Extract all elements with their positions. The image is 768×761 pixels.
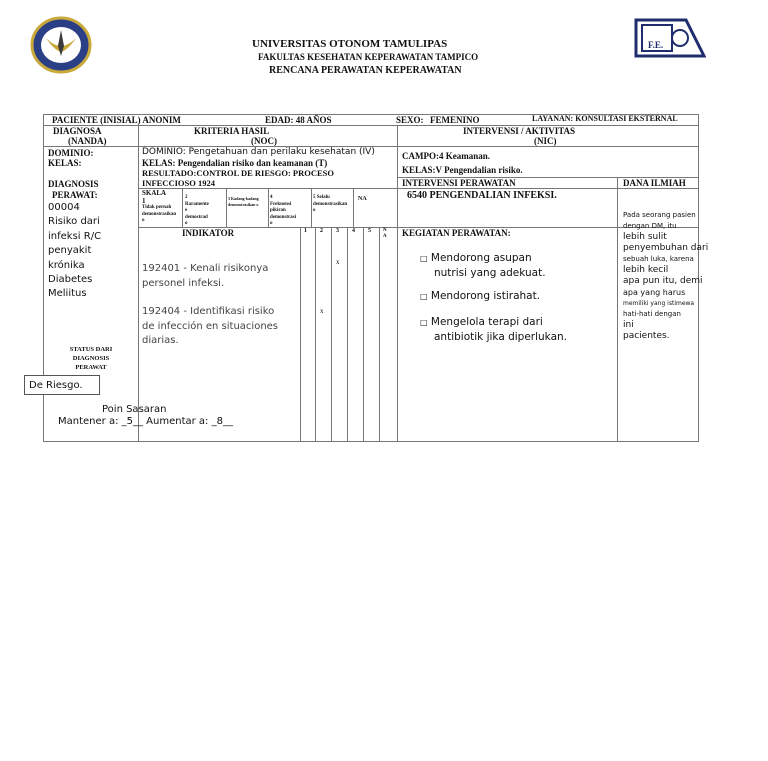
nic-intervention-value: 6540 PENGENDALIAN INFEKSI. [407, 190, 557, 201]
indicator-2-score-mark: x [320, 307, 324, 315]
table-bottom-border [43, 441, 699, 442]
noc-class: KELAS: Pengendalian risiko dan keamanan (T) [142, 158, 328, 168]
col-line-noc [397, 125, 398, 442]
scale-2-line: e [185, 208, 188, 213]
nanda-line: Meliitus [48, 288, 87, 300]
status-line-3: PERAWAT [75, 364, 107, 371]
nanda-header-2: (NANDA) [68, 136, 107, 146]
scale-4-line: Frekuensi [270, 201, 292, 207]
nic-class: KELAS:V Pengendalian risiko. [402, 165, 523, 175]
scale-2 [185, 195, 209, 228]
noc-result-2: INFECCIOSO 1924 [142, 178, 215, 188]
target-values: Mantener a: _5__ Aumentar a: _8__ [58, 416, 233, 427]
nanda-line: Diabetes [48, 274, 93, 286]
patient-sex-value: FEMENINO [430, 115, 480, 125]
patient-age: EDAD: 48 AÑOS [265, 115, 332, 125]
score-col-line-1 [300, 227, 301, 442]
indicator-1-score-mark: x [336, 258, 340, 266]
nanda-line: Risiko dari [48, 216, 100, 228]
scale-divider-4 [311, 188, 312, 228]
rationale-line: ini [623, 320, 634, 330]
row-line-1 [43, 125, 699, 126]
status-line-1: STATUS DARI [69, 346, 113, 353]
rationale-line: hati-hati dengan [623, 310, 681, 318]
noc-domain: DOMINIO: Pengetahuan dan perilaku kesehatan (IV) [142, 147, 375, 157]
indicator-2-line: diarias. [142, 335, 179, 346]
rationale-line: penyembuhan dari [623, 243, 709, 253]
university-seal-logo [30, 16, 92, 74]
scale-4-line: 4 [270, 195, 273, 200]
scale-title: SKALA [142, 189, 167, 197]
scale-2-line: 2 [185, 195, 188, 200]
rationale-line: pacientes. [623, 331, 670, 341]
indicator-2 [142, 305, 278, 349]
noc-result-1: RESULTADO:CONTROL DE RIESGO: PROCESO [142, 168, 334, 178]
rationale-line: memiliki yang istimewa [623, 300, 695, 307]
status-line-2: DIAGNOSIS [72, 355, 110, 362]
indicator-1 [142, 262, 268, 291]
nanda-diagnosis-text [48, 201, 101, 302]
rationale-line: sebuah luka, karena [623, 255, 694, 263]
activity-1-text-cont: nutrisi yang adekuat. [434, 267, 546, 279]
activity-3-text-cont: antibiotik jika diperlukan. [434, 331, 568, 343]
indicator-1-line: 192401 - Kenali risikonya [142, 263, 269, 274]
patient-initials: PACIENTE (INISIAL) ANONIM [52, 115, 181, 125]
scale-2-line: o [185, 221, 188, 226]
scale-divider-5 [353, 188, 354, 228]
score-col-line-4 [347, 227, 348, 442]
scale-4 [270, 195, 296, 228]
nanda-header-1: DIAGNOSA [53, 126, 102, 136]
score-header-1: 1 [304, 228, 307, 234]
scale-1-line: demonstrasikan [142, 211, 177, 217]
rationale-line: apa pun itu, demi [623, 276, 703, 286]
scale-3: 3 Kadang-kadang demonstrasikan o [228, 196, 259, 207]
document-title: RENCANA PERAWATAN KEPERAWATAN [269, 65, 462, 76]
scale-divider-2 [226, 188, 227, 228]
activity-3-text: Mengelola terapi dari [430, 316, 543, 328]
rationale-label: DANA ILMIAH [623, 178, 686, 188]
nic-activity-3 [420, 315, 567, 344]
checkbox-icon: □ [420, 318, 428, 327]
indicator-header: INDIKATOR [182, 228, 235, 238]
faculty-title: FAKULTAS KESEHATAN KEPERAWATAN TAMPICO [258, 52, 479, 62]
score-header-4: 4 [352, 228, 355, 234]
col-line-nanda [138, 125, 139, 442]
score-header-3: 3 [336, 228, 339, 234]
scale-divider-1 [182, 188, 183, 228]
nic-activities-label: KEGIATAN PERAWATAN: [402, 228, 511, 238]
rationale-line: lebih kecil [623, 265, 669, 275]
nanda-class-label: KELAS: [48, 158, 82, 168]
score-header-5: 5 [368, 228, 371, 234]
nanda-status-label [44, 345, 138, 372]
nanda-line: infeksi R/C [48, 230, 102, 242]
score-header-2: 2 [320, 228, 323, 234]
nic-field: CAMPO:4 Keamanan. [402, 151, 490, 161]
nanda-line: penyakit [48, 245, 92, 257]
nanda-line: krónika [48, 259, 85, 271]
scale-5-line: o [313, 208, 316, 213]
activity-2-text: Mendorong istirahat. [430, 290, 541, 302]
rationale-line: Pada seorang pasien [623, 211, 696, 219]
scale-2-line: Raramente [185, 201, 209, 207]
nic-intervention-label: INTERVENSI PERAWATAN [402, 178, 516, 188]
nic-header-2: (NIC) [534, 136, 557, 146]
rationale-line: dengan DM, itu [623, 222, 677, 230]
scale-4-line: o [270, 221, 273, 226]
service-label: LAYANAN: KONSULTASI EKSTERNAL [532, 114, 678, 123]
scale-na: NA [358, 196, 367, 202]
scale-1 [142, 189, 176, 225]
nanda-line: 00004 [48, 202, 80, 213]
scale-5-line: demonstrasikan [313, 201, 348, 207]
patient-sex-label: SEXO: [396, 115, 424, 125]
nanda-domain-label: DOMINIO: [48, 148, 94, 158]
indicator-1-line: personel infeksi. [142, 277, 225, 289]
activity-1-text: Mendorong asupan [430, 252, 532, 264]
rationale-line: lebih sulit [623, 232, 667, 242]
col-line-rationale [617, 177, 618, 442]
row-line-nic-2 [397, 188, 699, 189]
score-col-line-6 [379, 227, 380, 442]
nic-activity-2 [420, 289, 540, 304]
rationale-line: apa yang harus [623, 288, 686, 297]
nic-activity-1 [420, 251, 546, 280]
target-label: Poin Sasaran [102, 404, 167, 415]
status-value-box: De Riesgo. [24, 375, 100, 395]
nic-header-1: INTERVENSI / AKTIVITAS [463, 126, 576, 136]
nanda-diagnosis-label-2: PERAWAT: [52, 190, 98, 200]
nanda-diagnosis-label-1: DIAGNOSIS [48, 179, 99, 189]
scale-4-line: demonstrasi [270, 214, 297, 220]
indicator-2-line: de infección en situaciones [142, 320, 279, 332]
score-col-line-3 [331, 227, 332, 442]
scale-divider-3 [268, 188, 269, 228]
scale-2-line: demostrad [185, 214, 208, 220]
score-header-na: N A [383, 228, 387, 239]
rationale-text [623, 210, 709, 342]
university-title: UNIVERSITAS OTONOM TAMULIPAS [252, 38, 448, 50]
scale-5-line: 5 Selalu [313, 195, 330, 200]
scale-4-line: pikiran [270, 208, 286, 213]
score-col-line-2 [315, 227, 316, 442]
svg-text:F.E.: F.E. [648, 40, 664, 50]
noc-header-1: KRITERIA HASIL [194, 126, 270, 136]
checkbox-icon: □ [420, 254, 428, 263]
scale-1-line: Tidak pernah [142, 205, 172, 210]
faculty-logo [634, 18, 706, 58]
scale-num: 1 [142, 197, 146, 205]
noc-header-2: (NOC) [251, 136, 277, 146]
scale-1-line: o [142, 218, 145, 223]
scale-5 [313, 195, 347, 215]
checkbox-icon: □ [420, 292, 428, 301]
indicator-2-line: 192404 - Identifikasi risiko [142, 306, 275, 317]
score-col-line-5 [363, 227, 364, 442]
